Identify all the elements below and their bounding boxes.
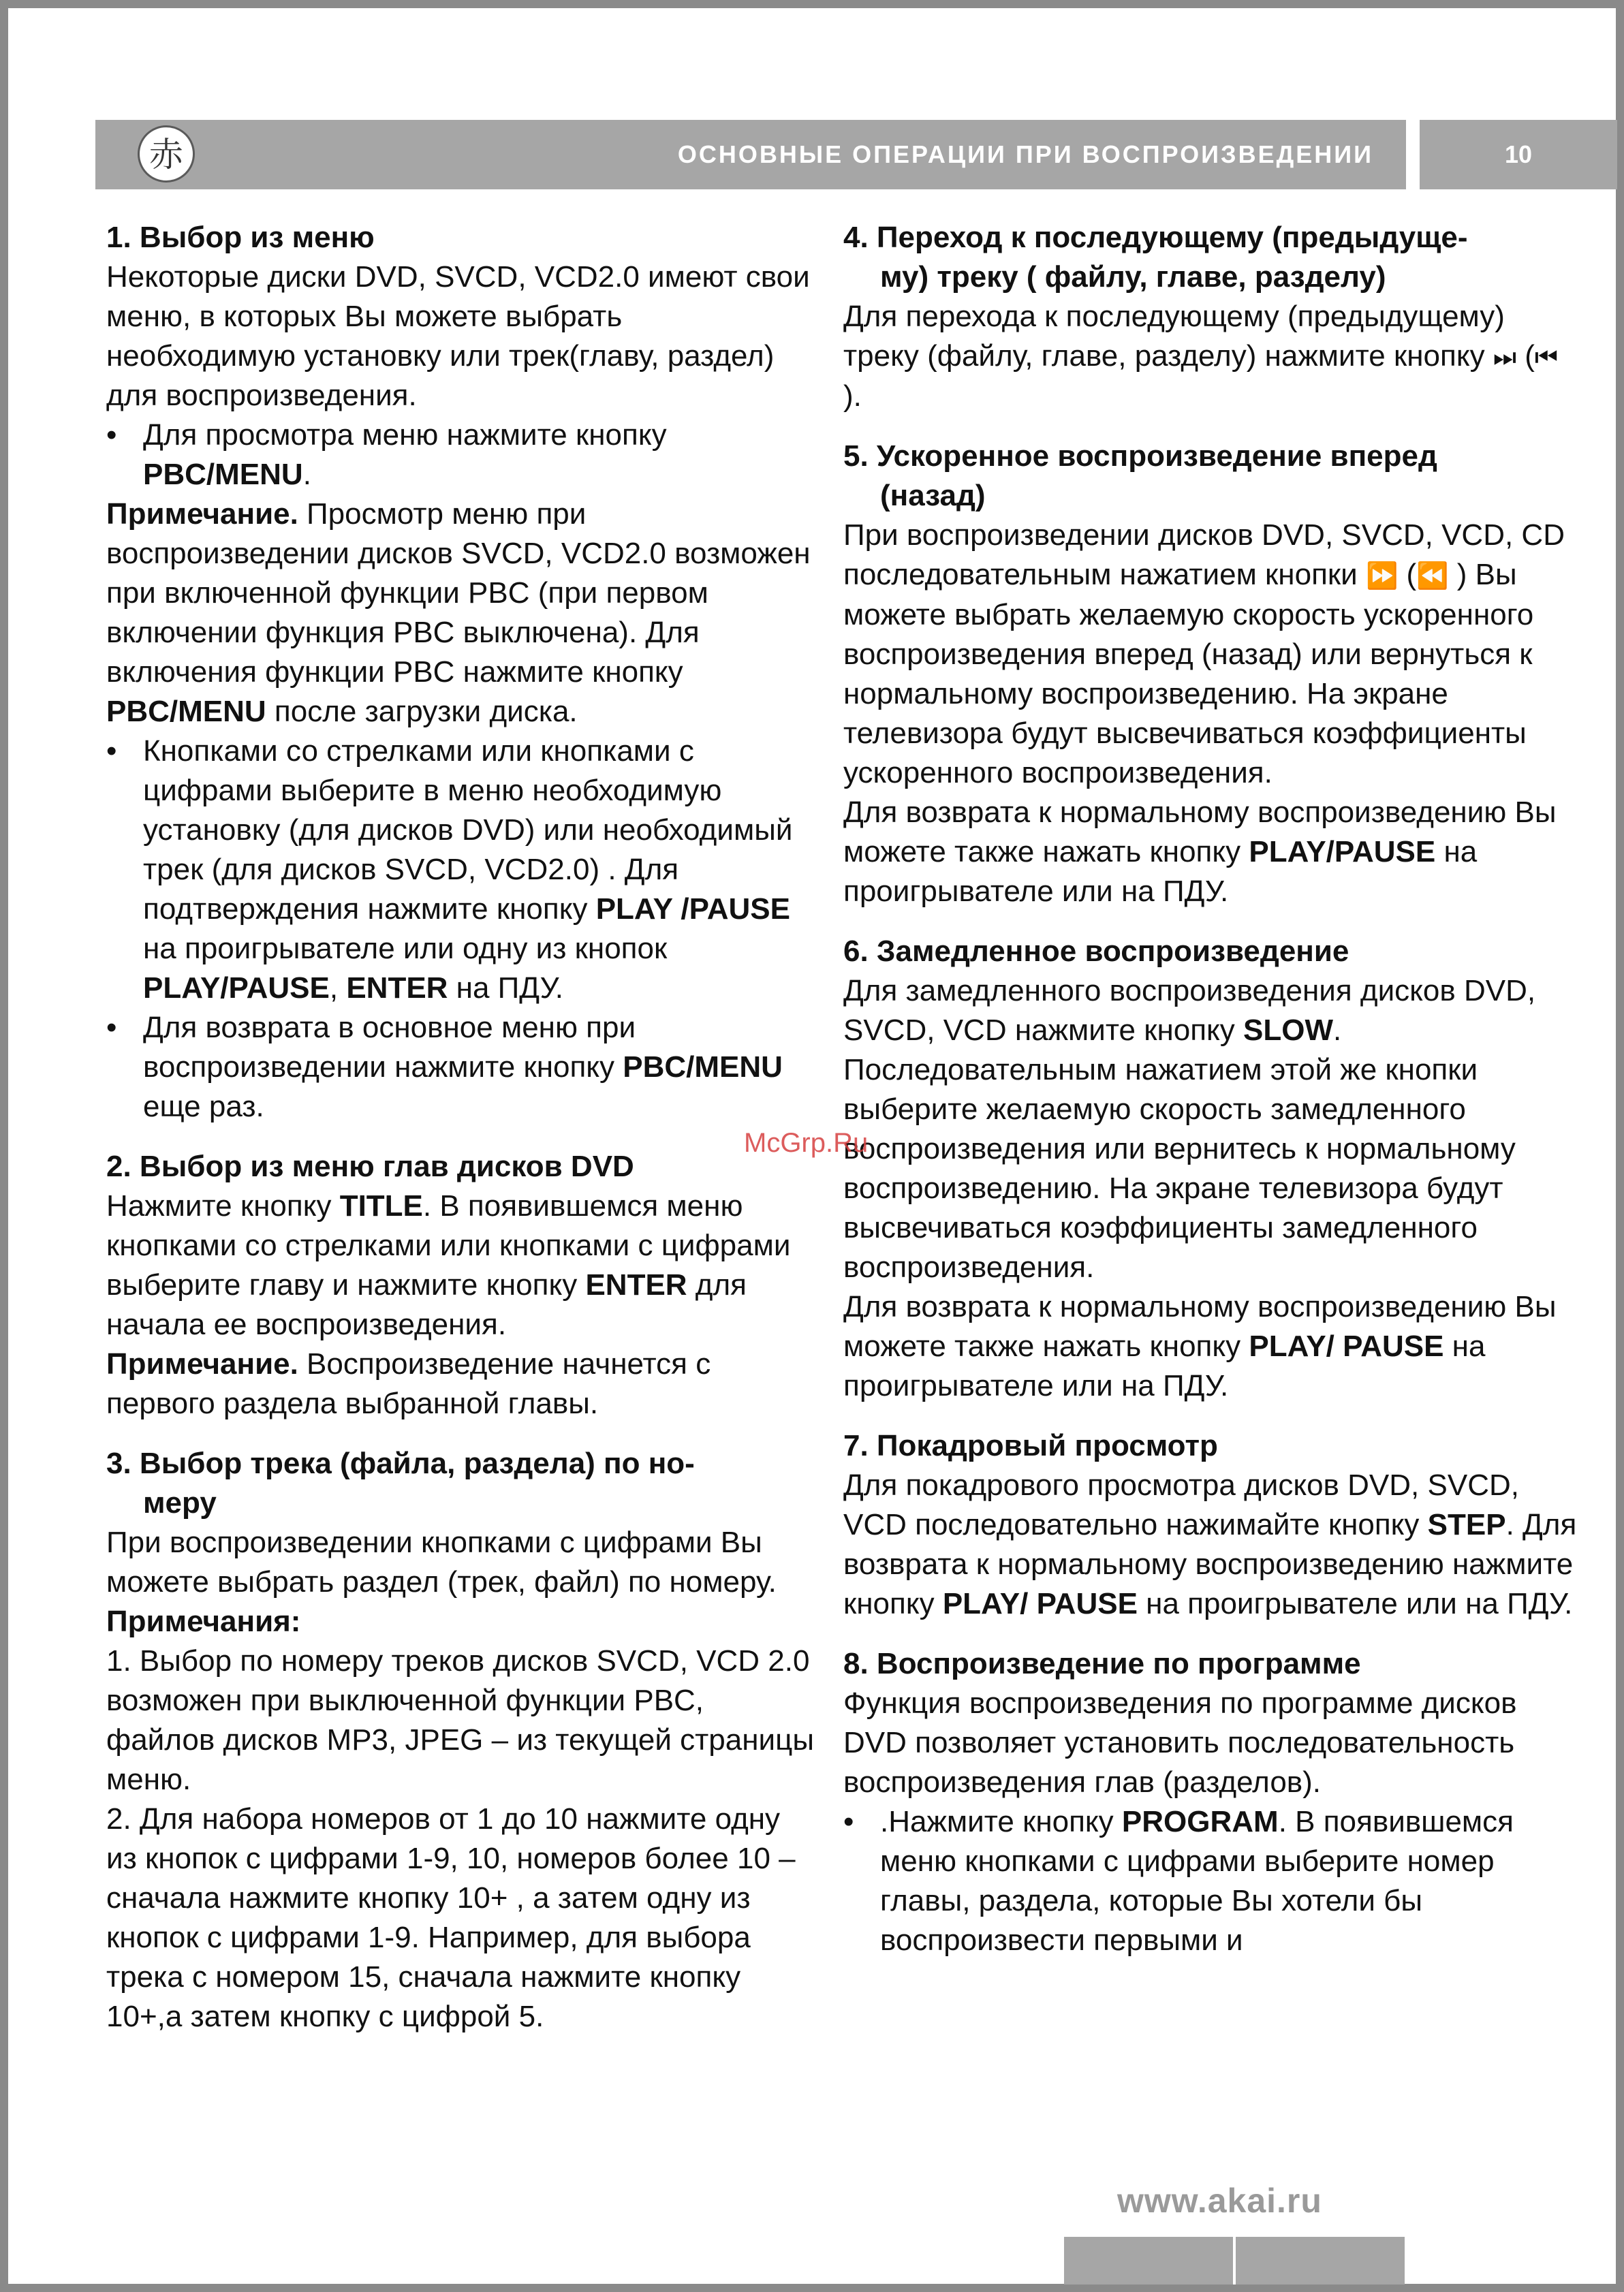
section-heading: 2. Выбор из меню глав дисков DVD — [106, 1150, 634, 1183]
text: Для возврата к нормальному воспроизведению Вы можете также нажать кнопку — [843, 796, 1557, 868]
key-label: STEP — [1427, 1508, 1506, 1541]
section-program-play — [843, 1644, 1579, 1960]
key-label: PLAY /PAUSE — [595, 892, 790, 926]
heading-line: (назад) — [880, 479, 986, 512]
key-label: PBC/MENU — [623, 1050, 783, 1084]
heading-line: меру — [143, 1486, 217, 1520]
text: ). — [843, 379, 862, 413]
section-next-prev — [843, 218, 1579, 416]
bullet-list — [843, 1802, 1579, 1960]
text: ) Вы можете выбрать желаемую скорость ускоренного воспроизведения вперед (назад) или вернуться к нормальному воспроизведению. На экране телевизора будут высвечиваться коэффициенты ускоренного воспроизведения. — [843, 558, 1534, 789]
text: . — [302, 458, 311, 491]
note-label: Примечание. — [106, 1347, 298, 1381]
text: после загрузки диска. — [266, 695, 578, 728]
text: на проигрывателе или на ПДУ. — [843, 835, 1478, 908]
text: ( — [1398, 558, 1417, 591]
footer-divider — [1233, 2237, 1236, 2285]
left-column — [106, 218, 815, 2057]
fast-forward-icon: ⏩ — [1365, 561, 1399, 591]
text: ( — [1516, 339, 1535, 373]
list-item — [106, 1008, 815, 1127]
key-label: ENTER — [585, 1268, 687, 1302]
skip-previous-icon: ⏮ — [1534, 342, 1559, 372]
text: Для возврата в основное меню при воспроизведении нажмите кнопку — [143, 1011, 636, 1084]
paragraph: Некоторые диски DVD, SVCD, VCD2.0 имеют свои меню, в которых Вы можете выбрать необходимую установку или трек(главу, раздел) для воспроизведения. — [106, 260, 810, 412]
heading-line: 5. Ускоренное воспроизведение вперед — [843, 439, 1437, 473]
section-fast-play — [843, 437, 1579, 911]
paragraph — [106, 1187, 815, 1345]
rewind-icon: ⏪ — [1416, 561, 1449, 591]
list-item — [106, 415, 815, 494]
section-frame-step — [843, 1426, 1579, 1624]
text: .Нажмите кнопку — [880, 1805, 1122, 1838]
note — [106, 1345, 815, 1424]
text: еще раз. — [143, 1090, 264, 1123]
text: Для перехода к последующему (предыдущему) треку (файлу, главе, разделу) нажмите кнопку — [843, 300, 1505, 373]
section-heading: 1. Выбор из меню — [106, 221, 375, 254]
paragraph — [843, 1466, 1579, 1624]
list-item — [843, 1802, 1579, 1960]
key-label: PBC/MENU — [143, 458, 303, 491]
page-number: 10 — [1420, 120, 1617, 189]
section-menu-select — [106, 218, 815, 1127]
text: на ПДУ. — [448, 971, 563, 1005]
text: Для возврата к нормальному воспроизведению Вы можете также нажать кнопку — [843, 1290, 1557, 1363]
key-label: TITLE — [339, 1189, 423, 1223]
text: Кнопками со стрелками или кнопками с цифрами выберите в меню необходимую установку (для дисков DVD) или необходимый трек (для дисков SVCD, VCD2.0) . Для подтверждения нажмите кнопку — [143, 734, 793, 926]
note-item: 1. Выбор по номеру треков дисков SVCD, VCD 2.0 возможен при выключенной функции PBC, файлов дисков MP3, JPEG – из текущей страницы меню. — [106, 1644, 814, 1796]
text: на проигрывателе или одну из кнопок — [143, 932, 668, 965]
text: Для покадрового просмотра дисков DVD, SVCD, VCD последовательно нажимайте кнопку — [843, 1469, 1519, 1541]
text: Просмотр меню при воспроизведении дисков SVCD, VCD2.0 возможен при включенной функции PBC (при первом включении функция PBC выключена). Для включения функции PBC нажмите кнопку — [106, 497, 811, 689]
section-slow-play — [843, 932, 1579, 1406]
heading-line: 3. Выбор трека (файла, раздела) по но- — [106, 1447, 695, 1480]
paragraph — [843, 1287, 1579, 1406]
paragraph: Функция воспроизведения по программе дисков DVD позволяет установить последовательность воспроизведения глав (разделов). — [843, 1686, 1517, 1799]
section-title: ОСНОВНЫЕ ОПЕРАЦИИ ПРИ ВОСПРОИЗВЕДЕНИИ — [677, 140, 1373, 168]
text: Для просмотра меню нажмите кнопку — [143, 418, 667, 452]
key-label: PLAY/ PAUSE — [1249, 1330, 1444, 1363]
key-label: ENTER — [346, 971, 448, 1005]
section-heading: 7. Покадровый просмотр — [843, 1429, 1218, 1462]
note-item: 2. Для набора номеров от 1 до 10 нажмите одну из кнопок с цифрами 1-9, 10, номеров более 10 – сначала нажмите кнопку 10+ , а затем одну из кнопок с цифрами 1-9. Например, для выбора трека с номером 15, сначала нажмите кнопку 10+,а затем кнопку с цифрой 5. — [106, 1802, 796, 2033]
key-label: PBC/MENU — [106, 695, 266, 728]
text: Воспроизведение начнется с первого раздела выбранной главы. — [106, 1347, 711, 1420]
text: . Последовательным нажатием этой же кнопки выберите желаемую скорость замедленного воспроизведения или вернитесь к нормальному воспроизведению. На экране телевизора будут высвечиваться коэффициенты замедленного воспроизведения. — [843, 1014, 1516, 1284]
key-label: PLAY/ PAUSE — [942, 1587, 1138, 1620]
section-heading: 6. Замедленное воспроизведение — [843, 935, 1349, 968]
section-heading — [843, 218, 1579, 297]
list-item — [106, 732, 815, 1008]
footer-url: www.akai.ru — [1117, 2182, 1322, 2220]
watermark: McGrp.Ru — [744, 1128, 869, 1158]
paragraph: При воспроизведении кнопками с цифрами Вы можете выбрать раздел (трек, файл) по номеру. — [106, 1526, 777, 1599]
header-bar — [95, 120, 1406, 189]
brand-logo-icon: 赤 — [138, 125, 195, 183]
text: Нажмите кнопку — [106, 1189, 340, 1223]
bullet-list — [106, 415, 815, 494]
text: , — [329, 971, 347, 1005]
text: Для замедленного воспроизведения дисков DVD, SVCD, VCD нажмите кнопку — [843, 974, 1536, 1047]
note — [106, 494, 815, 732]
section-heading: 8. Воспроизведение по программе — [843, 1647, 1361, 1680]
bullet-list — [106, 732, 815, 1127]
key-label: SLOW — [1243, 1014, 1334, 1047]
section-heading — [843, 437, 1579, 516]
text: . В появившемся меню кнопками с цифрами выберите номер главы, раздела, которые Вы хотели бы воспроизвести первыми и — [880, 1805, 1514, 1957]
heading-line: му) треку ( файлу, главе, разделу) — [880, 260, 1386, 294]
paragraph — [843, 971, 1579, 1287]
key-label: PLAY/PAUSE — [1249, 835, 1436, 868]
text: . В появившемся меню кнопками со стрелками или кнопками с цифрами выберите главу и нажмите кнопку — [106, 1189, 791, 1302]
section-chapter-menu — [106, 1147, 815, 1424]
text: на проигрывателе или на ПДУ. — [1137, 1587, 1573, 1620]
text: на проигрывателе или на ПДУ. — [843, 1330, 1486, 1402]
paragraph — [843, 793, 1579, 911]
heading-line: 4. Переход к последующему (предыдуще- — [843, 221, 1468, 254]
paragraph — [843, 516, 1579, 793]
key-label: PROGRAM — [1121, 1805, 1279, 1838]
paragraph — [843, 297, 1579, 416]
section-heading — [106, 1444, 815, 1523]
skip-next-icon: ⏭ — [1493, 342, 1517, 372]
key-label: PLAY/PAUSE — [143, 971, 330, 1005]
text: . Для возврата к нормальному воспроизведению нажмите кнопку — [843, 1508, 1577, 1620]
right-column — [843, 218, 1579, 1981]
section-track-number — [106, 1444, 815, 2037]
note-label: Примечание. — [106, 497, 298, 531]
text: для начала ее воспроизведения. — [106, 1268, 747, 1341]
text: При воспроизведении дисков DVD, SVCD, VCD, CD последовательным нажатием кнопки — [843, 518, 1565, 591]
notes-label: Примечания: — [106, 1605, 301, 1638]
